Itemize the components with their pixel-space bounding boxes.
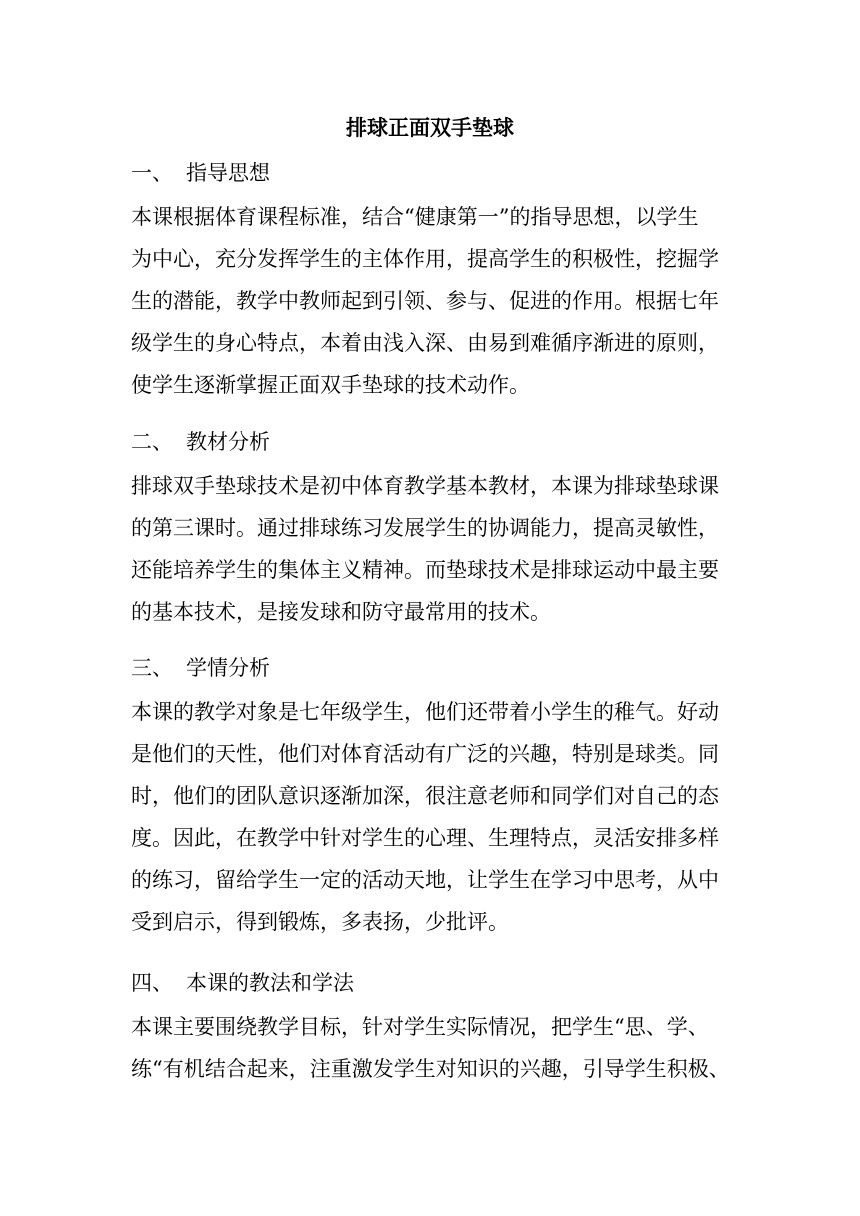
section-heading-3 [131, 652, 270, 684]
document-title: 排球正面双手垫球 [346, 115, 514, 140]
paragraph-line: 使学生逐渐掌握正面双手垫球的技术动作。 [131, 373, 530, 397]
section-heading-text: 本课的教法和学法 [186, 971, 354, 995]
paragraph-line: 的练习，留给学生一定的活动天地，让学生在学习中思考，从中 [131, 868, 719, 892]
section-number: 四、 [131, 971, 173, 995]
paragraph-line: 还能培养学生的集体主义精神。而垫球技术是排球运动中最主要 [131, 558, 719, 582]
paragraph-line: 为中心，充分发挥学生的主体作用，提高学生的积极性，挖掘学 [131, 247, 719, 271]
paragraph-line: 时，他们的团队意识逐渐加深，很注意老师和同学们对自己的态 [131, 784, 719, 808]
section-paragraph-4 [131, 1006, 731, 1090]
paragraph-line: 度。因此，在教学中针对学生的心理、生理特点，灵活安排多样 [131, 826, 719, 850]
section-heading-2 [131, 426, 270, 458]
paragraph-line: 是他们的天性，他们对体育活动有广泛的兴趣，特别是球类。同 [131, 742, 719, 766]
section-heading-text: 教材分析 [186, 430, 270, 454]
paragraph-line: 生的潜能，教学中教师起到引领、参与、促进的作用。根据七年 [131, 289, 719, 313]
section-heading-text: 学情分析 [186, 656, 270, 680]
paragraph-line: 级学生的身心特点，本着由浅入深、由易到难循序渐进的原则， [131, 331, 719, 355]
paragraph-line: 本课主要围绕教学目标，针对学生实际情况，把学生“思、学、 [131, 1015, 709, 1039]
section-heading-text: 指导思想 [186, 161, 270, 185]
section-paragraph-2 [131, 465, 731, 633]
section-number: 三、 [131, 656, 173, 680]
paragraph-line: 练“有机结合起来，注重激发学生对知识的兴趣，引导学生积极、 [131, 1057, 730, 1081]
section-paragraph-3 [131, 691, 731, 943]
paragraph-line: 本课根据体育课程标准，结合“健康第一”的指导思想，以学生 [131, 205, 699, 229]
paragraph-line: 的第三课时。通过排球练习发展学生的协调能力，提高灵敏性， [131, 516, 719, 540]
paragraph-line: 受到启示，得到锻炼，多表扬，少批评。 [131, 910, 509, 934]
section-heading-1 [131, 157, 270, 189]
paragraph-line: 本课的教学对象是七年级学生，他们还带着小学生的稚气。好动 [131, 700, 719, 724]
paragraph-line: 排球双手垫球技术是初中体育教学基本教材，本课为排球垫球课 [131, 474, 719, 498]
section-paragraph-1 [131, 196, 731, 406]
section-number: 二、 [131, 430, 173, 454]
section-heading-4 [131, 967, 354, 999]
section-number: 一、 [131, 161, 173, 185]
paragraph-line: 的基本技术，是接发球和防守最常用的技术。 [131, 600, 551, 624]
